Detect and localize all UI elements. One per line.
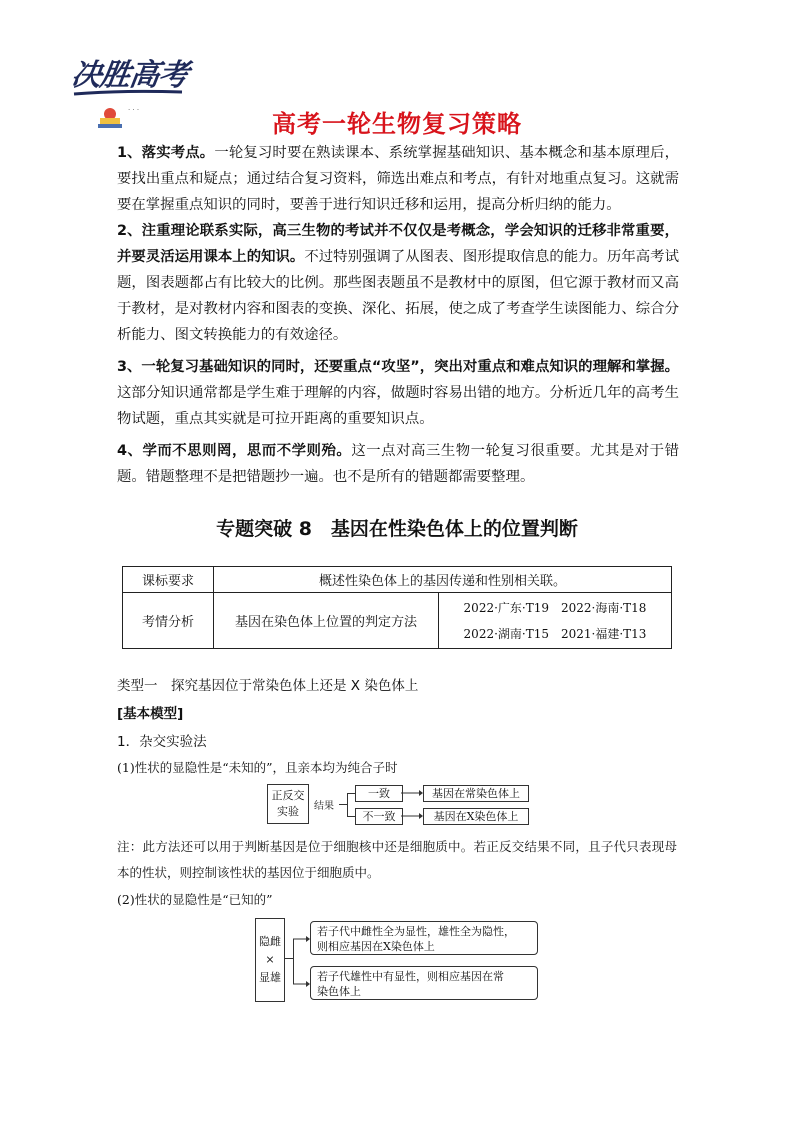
strategy-paragraph-3: [117, 354, 679, 432]
strategy-heading: 4、学而不思则罔，思而不学则殆。: [117, 443, 352, 459]
table-ref-line: 2022·湖南·T15 2021·福建·T13: [463, 626, 647, 641]
diagram2-start-line: 显雄: [259, 971, 281, 984]
diagram2-result-line: 若子代中雌性全为显性，雄性全为隐性，: [317, 925, 515, 938]
table-refs: [439, 593, 672, 649]
diagram1-condition-box: 不一致: [355, 808, 403, 825]
note-text: 注：此方法还可以用于判断基因是位于细胞核中还是细胞质中。若正反交结果不同，且子代只表现母本的性状，则控制该性状的基因位于细胞质中。: [117, 839, 677, 880]
strategy-paragraph-4: [117, 438, 679, 490]
method-heading: 1．杂交实验法: [117, 734, 207, 750]
svg-text:· · ·: · · ·: [128, 106, 140, 114]
diagram1-connector: [339, 804, 347, 805]
diagram1-result-box: 基因在X染色体上: [423, 808, 529, 825]
diagram1-result-label: 结果: [314, 801, 334, 812]
topic-title: 专题突破 8 基因在性染色体上的位置判断: [216, 518, 578, 540]
diagram1-start-box: [267, 784, 309, 824]
type1-heading: 类型一 探究基因位于常染色体上还是 X 染色体上: [117, 678, 419, 694]
diagram1-condition-box: 一致: [355, 785, 403, 802]
case2-text: (2)性状的显隐性是“已知的”: [117, 892, 273, 907]
strategy-text: 这一点对高三生物一轮复习很重要。尤其是对于错题。错题整理不是把错题抄一遍。也不是所有的错题都需要整理。: [117, 443, 679, 485]
case1-text: (1)性状的显隐性是“未知的”，且亲本均为纯合子时: [117, 760, 398, 775]
diagram2-connector: [285, 958, 293, 959]
strategy-text: 不过特别强调了从图表、图形提取信息的能力。历年高考试题，图表题都占有比较大的比例。那些图表题虽不是教材中的原图，但它源于教材而又高于教材，是对教材内容和图表的变换、深化、拓展，使之成了考查学生读图能力、综合分析能力、图文转换能力的有效途径。: [117, 249, 679, 343]
diagram2-result-line: 则相应基因在X染色体上: [317, 940, 435, 953]
diagram1-start-line: 正反交: [271, 789, 305, 802]
strategy-paragraph-1: [117, 140, 679, 218]
diagram1-bracket: [347, 816, 355, 817]
requirements-table: [122, 566, 672, 649]
diagram2-start-line: 隐雌: [259, 935, 281, 948]
strategy-heading: 2、注重理论联系实际，高三生物的考试并不仅仅是考概念，学会知识的迁移非常重要，并要灵活运用课本上的知识。: [117, 223, 679, 265]
diagram1-bracket: [347, 793, 355, 794]
diagram2-result-box: [310, 921, 538, 955]
diagram2-result-line: 染色体上: [317, 985, 361, 998]
diagram2-result-line: 若子代雄性中有显性，则相应基因在常: [317, 970, 504, 983]
diagram2-start-line: ×: [265, 953, 275, 966]
strategy-heading: 3、一轮复习基础知识的同时，还要重点“攻坚”，突出对重点和难点知识的理解和掌握。: [117, 359, 679, 375]
diagram1-bracket: [347, 793, 348, 817]
arrow-right-icon: [293, 933, 311, 989]
arrow-right-icon: [401, 786, 423, 826]
logo-text: 决胜高考: [69, 58, 190, 93]
diagram1-result-box: 基因在常染色体上: [423, 785, 529, 802]
strategy-text: 一轮复习时要在熟读课本、系统掌握基础知识、基本概念和基本原理后，要找出重点和疑点；通过结合复习资料，筛选出难点和考点，有针对地重点复习。这就需要在掌握重点知识的同时，要善于进行知识迁移和运用，提高分析归纳的能力。: [117, 145, 679, 213]
diagram2-result-box: [310, 966, 538, 1000]
page-title: 高考一轮生物复习策略: [272, 110, 522, 138]
table-content-standard: 概述性染色体上的基因传递和性别相关联。: [214, 567, 672, 593]
diagram2-start-box: [255, 918, 285, 1002]
basic-model-label: [基本模型]: [117, 706, 184, 722]
strategy-paragraph-2: [117, 218, 679, 348]
diagram1-start-line: 实验: [277, 805, 299, 818]
strategy-heading: 1、落实考点。: [117, 145, 215, 161]
table-label-analysis: 考情分析: [123, 593, 214, 649]
table-ref-line: 2022·广东·T19 2022·海南·T18: [463, 600, 647, 615]
strategy-text: 这部分知识通常都是学生难于理解的内容，做题时容易出错的地方。分析近几年的高考生物试题，重点其实就是可拉开距离的重要知识点。: [117, 385, 679, 427]
table-label-standard: 课标要求: [123, 567, 214, 593]
table-content-analysis: 基因在染色体上位置的判定方法: [214, 593, 439, 649]
